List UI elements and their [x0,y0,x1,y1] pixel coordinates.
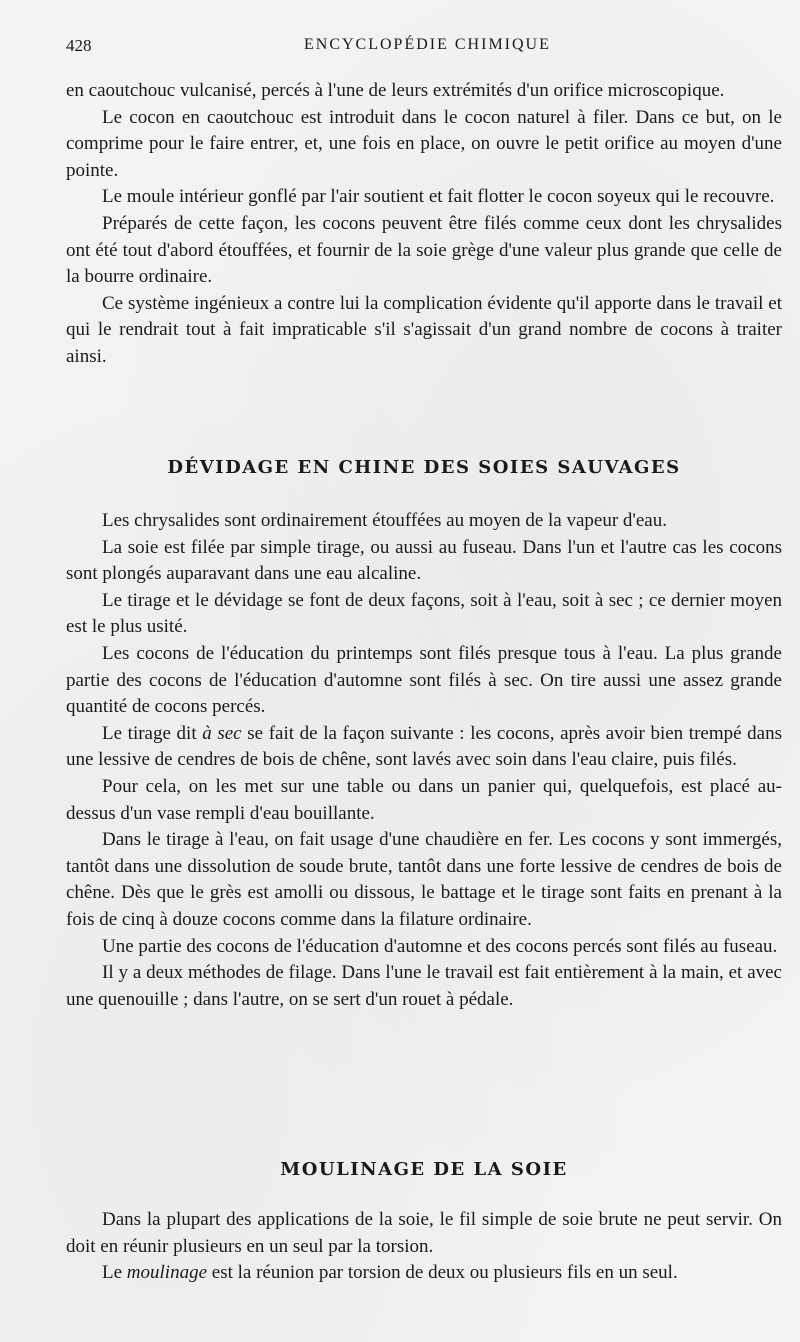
paragraph: Dans le tirage à l'eau, on fait usage d'une chaudière en fer. Les cocons y sont immergés, tantôt dans une dissolution de soude brute, tantôt dans une forte lessive de cendres de bois de chêne. Dès que le grès est amolli ou dissous, le battage et le tirage sont faits en prenant à la fois de cinq à douze cocons comme dans la filature ordinaire. [66,829,782,930]
paragraph: Il y a deux méthodes de filage. Dans l'une le travail est fait entièrement à la main, et avec une quenouille ; dans l'autre, on se sert d'un rouet à pédale. [66,962,782,1010]
paragraph: Le tirage et le dévidage se font de deux façons, soit à l'eau, soit à sec ; ce dernier moyen est le plus usité. [66,589,782,638]
text-run: est la réunion par torsion de deux ou plusieurs fils en un seul. [207,1262,678,1284]
paragraph: Préparés de cette façon, les cocons peuvent être filés comme ceux dont les chrysalides ont été tout d'abord étouffées, et fournir de la soie grège d'une valeur plus grande que celle de la bourre ordinaire. [66,212,782,288]
running-title: ENCYCLOPÉDIE CHIMIQUE [304,36,551,53]
paragraph: Les chrysalides sont ordinairement étouffées au moyen de la vapeur d'eau. [102,510,667,531]
page-header [66,36,770,60]
section-2-body [66,508,782,1013]
section-heading-moulinage: MOULINAGE DE LA SOIE [280,1159,568,1180]
italic-term: moulinage [126,1262,208,1284]
italic-term: à sec [202,722,242,744]
text-run: se fait de la façon suivante : les cocons, après avoir bien trempé dans une lessive de cendres de bois de chêne, sont lavés avec soin dans l'eau claire, puis filés. [66,722,782,771]
paragraph: Pour cela, on les met sur une table ou dans un panier qui, quelquefois, est placé au-dessus d'un vase rempli d'eau bouillante. [66,775,782,824]
paragraph: Le cocon en caoutchouc est introduit dans le cocon naturel à filer. Dans ce but, on le comprime pour le faire entrer, et, une fois en place, on ouvre le petit orifice au moyen d'une pointe. [66,106,782,181]
paragraph: Une partie des cocons de l'éducation d'automne et des cocons percés sont filés au fuseau. [102,935,778,957]
page-number: 428 [66,36,92,55]
section-1-body [66,78,782,371]
paragraph: Ce système ingénieux a contre lui la complication évidente qu'il apporte dans le travail et qui le rendrait tout à fait impraticable s'il s'agissait d'un grand nombre de cocons à traiter ainsi. [66,292,782,367]
paragraph: Les cocons de l'éducation du printemps sont filés presque tous à l'eau. La plus grande partie des cocons de l'éducation d'automne sont filés à sec. On tire aussi une assez grande quantité de cocons percés. [66,642,782,718]
paragraph-moulinage [66,1260,782,1287]
section-3-body [66,1207,782,1287]
text-run: Le [102,1262,127,1284]
paragraph: en caoutchouc vulcanisé, percés à l'une de leurs extrémités d'un orifice microscopique. [66,80,725,101]
text-run: Le tirage dit [102,722,203,744]
paragraph-tirage-sec [66,721,782,774]
section-heading-devidage: DÉVIDAGE EN CHINE DES SOIES SAUVAGES [167,457,681,478]
paragraph: Dans la plupart des applications de la soie, le fil simple de soie brute ne peut servir. On doit en réunir plusieurs en un seul par la torsion. [66,1209,782,1257]
paragraph: Le moule intérieur gonflé par l'air soutient et fait flotter le cocon soyeux qui le recouvre. [102,186,775,208]
paragraph: La soie est filée par simple tirage, ou aussi au fuseau. Dans l'un et l'autre cas les cocons sont plongés auparavant dans une eau alcaline. [66,536,782,585]
